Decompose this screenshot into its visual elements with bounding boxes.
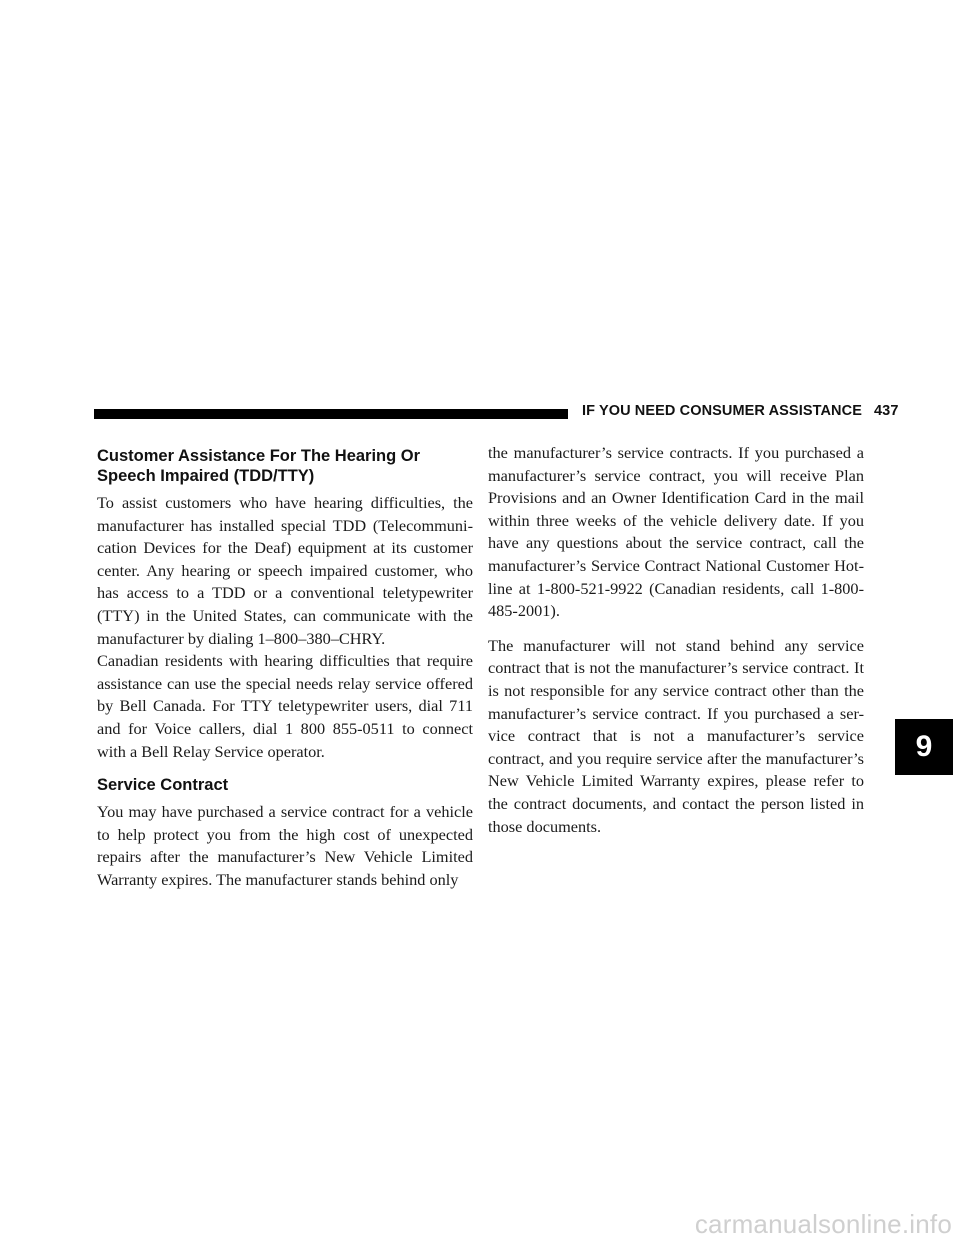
watermark: carmanualsonline.info bbox=[694, 1209, 952, 1239]
paragraph-tdd-intro: To assist customers who have hearing difficulties, the manufacturer has installed special TDD (Telecommuni-cation Devices for the Deaf) equipment at its customer center. Any hearing or speech impaired customer, who has access to a TDD or a conventional teletypewriter (TTY) in the United States, can communicate with the manufacturer by dialing 1–800–380–CHRY. bbox=[97, 493, 473, 648]
paragraph-service-contract-intro: You may have purchased a service contract for a vehicle to help protect you from the high cost of unexpected repairs after the manufacturer’s New Vehicle Limited Warranty expires. The manufacturer stands behind only bbox=[97, 802, 473, 889]
paragraph-non-manufacturer-contract: The manufacturer will not stand behind any service contract that is not the manufacturer’s service contract. It is not responsible for any service contract other than the manufacturer’s service contract. If you purchased a ser-vice contract that is not a manufacturer’s service contract, and you require service after the manufacturer’s New Vehicle Limited Warranty expires, please refer to the contract documents, and contact the person listed in those documents. bbox=[488, 635, 864, 836]
section-title: IF YOU NEED CONSUMER ASSISTANCE bbox=[582, 403, 862, 419]
running-header bbox=[582, 403, 898, 419]
page-number: 437 bbox=[873, 403, 899, 419]
paragraph-service-contract-cont: the manufacturer’s service contracts. If you purchased a manufacturer’s service contract, you will receive Plan Provisions and an Owner Identification Card in the mail within three weeks of the vehicle delivery date. If you have any questions about the service contract, call the manufacturer’s Service Contract National Customer Hot-line at 1-800-521-9922 (Canadian residents, call 1-800-485-2001). bbox=[488, 443, 864, 621]
header-rule bbox=[94, 409, 568, 419]
heading-tdd-tty: Customer Assistance For The Hearing Or Speech Impaired (TDD/TTY) bbox=[97, 447, 421, 485]
left-column bbox=[97, 446, 473, 892]
right-column bbox=[488, 442, 864, 838]
paragraph-canadian-relay: Canadian residents with hearing difficulties that require assistance can use the special needs relay service offered by Bell Canada. For TTY teletypewriter users, dial 711 and for Voice callers, dial 1 800 855-0511 to connect with a Bell Relay Service operator. bbox=[97, 651, 473, 761]
chapter-tab: 9 bbox=[895, 719, 953, 775]
heading-service-contract: Service Contract bbox=[97, 776, 229, 795]
